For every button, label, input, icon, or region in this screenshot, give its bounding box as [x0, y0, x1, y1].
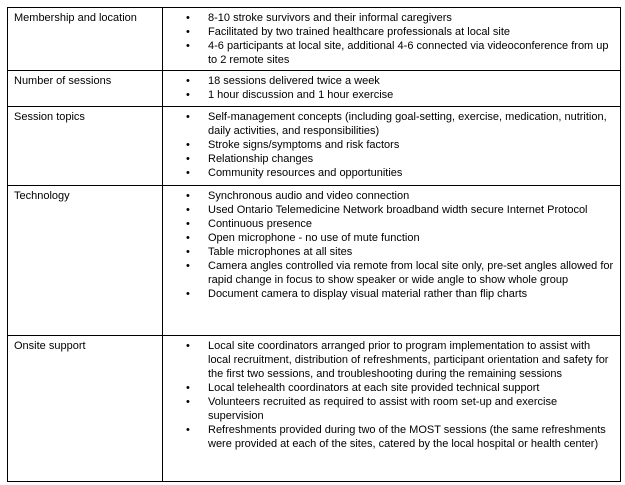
bullet-item: • Local site coordinators arranged prior to program implementation to assist with local recruitment, distribution of refreshments, participant orientation and safety for the first two sessions, and troubleshooting during the remaining sessions	[208, 339, 615, 381]
bullet-item: • Refreshments provided during two of the MOST sessions (the same refreshments were provided at each of the sites, catered by the local hospital or health center)	[208, 423, 615, 451]
bullet-item: • Local telehealth coordinators at each site provided technical support	[208, 381, 615, 395]
row-label-cell	[8, 8, 163, 71]
table-row	[8, 107, 621, 186]
bullet-item: • Used Ontario Telemedicine Network broadband width secure Internet Protocol	[208, 203, 615, 217]
bullet-list	[163, 189, 615, 301]
row-content-cell	[163, 186, 621, 336]
row-label: Number of sessions	[14, 75, 112, 87]
bullet-item: • Camera angles controlled via remote from local site only, pre-set angles allowed for rapid change in focus to show speaker or wide angle to show whole group	[208, 259, 615, 287]
row-content-cell	[163, 71, 621, 107]
row-label: Membership and location	[14, 12, 137, 24]
bullet-item: • Volunteers recruited as required to assist with room set-up and exercise supervision	[208, 395, 615, 423]
bullet-item: • Table microphones at all sites	[208, 245, 615, 259]
table-row	[8, 186, 621, 336]
row-label-cell	[8, 71, 163, 107]
bullet-item: • Facilitated by two trained healthcare professionals at local site	[208, 25, 615, 39]
row-label: Technology	[14, 190, 70, 202]
bullet-item: • 1 hour discussion and 1 hour exercise	[208, 88, 615, 102]
bullet-item: • Document camera to display visual material rather than flip charts	[208, 287, 615, 301]
bullet-list	[163, 74, 615, 102]
bullet-item: • Community resources and opportunities	[208, 166, 615, 180]
bullet-item: • Open microphone - no use of mute function	[208, 231, 615, 245]
bullet-item: • 8-10 stroke survivors and their informal caregivers	[208, 11, 615, 25]
row-label-cell	[8, 107, 163, 186]
table-row	[8, 8, 621, 71]
bullet-item: • Relationship changes	[208, 152, 615, 166]
row-content-cell	[163, 107, 621, 186]
program-description-table	[7, 7, 621, 482]
row-label-cell	[8, 186, 163, 336]
bullet-list	[163, 110, 615, 180]
bullet-list	[163, 11, 615, 67]
bullet-item: • Stroke signs/symptoms and risk factors	[208, 138, 615, 152]
row-label-cell	[8, 336, 163, 482]
bullet-item: • Synchronous audio and video connection	[208, 189, 615, 203]
row-label: Onsite support	[14, 340, 86, 352]
table-row	[8, 71, 621, 107]
bullet-list	[163, 339, 615, 451]
bullet-item: • 4-6 participants at local site, additional 4-6 connected via videoconference from up to 2 remote sites	[208, 39, 615, 67]
bullet-item: • 18 sessions delivered twice a week	[208, 74, 615, 88]
bullet-item: • Continuous presence	[208, 217, 615, 231]
row-content-cell	[163, 8, 621, 71]
row-label: Session topics	[14, 111, 85, 123]
row-content-cell	[163, 336, 621, 482]
bullet-item: • Self-management concepts (including goal-setting, exercise, medication, nutrition, daily activities, and responsibilities)	[208, 110, 615, 138]
table-row	[8, 336, 621, 482]
